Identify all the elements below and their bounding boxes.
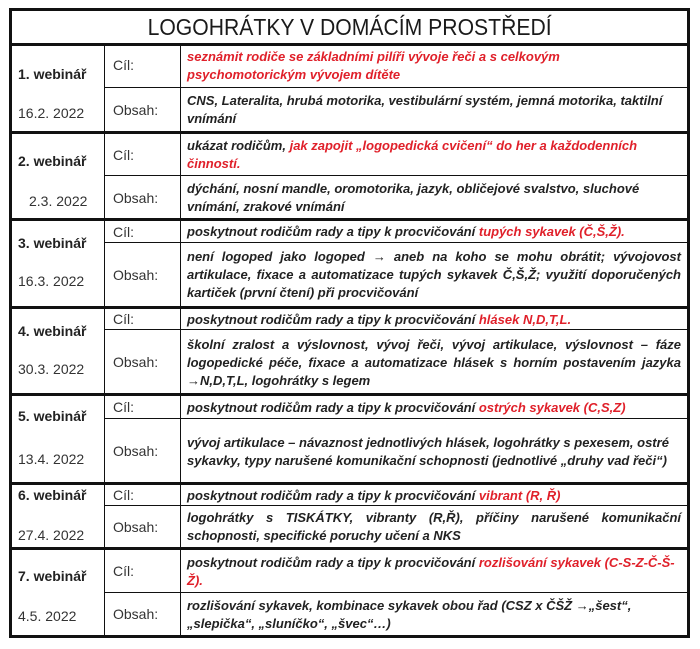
- webinar-date: 30.3. 2022: [18, 361, 85, 377]
- webinar-date: 13.4. 2022: [18, 451, 85, 467]
- webinar-name: 7. webinář: [18, 568, 87, 584]
- webinar-label-cell: [12, 134, 105, 219]
- webinar-date: 16.2. 2022: [18, 105, 85, 121]
- content-row: [105, 329, 687, 394]
- goal-plain-text: ukázat rodičům,: [187, 138, 290, 153]
- webinar-name: 6. webinář: [18, 487, 87, 503]
- content-label: Obsah:: [105, 330, 181, 394]
- webinar-label-cell: [12, 221, 105, 306]
- table-title: [12, 11, 687, 46]
- content-row: [105, 592, 687, 635]
- content-text: [181, 243, 687, 306]
- goal-text: [181, 485, 687, 505]
- webinar-row-1: [12, 43, 687, 131]
- content-text-value: dýchání, nosní mandle, oromotorika, jazyk, obličejové svalstvo, sluchové vnímání, zrakové vnímání: [187, 181, 640, 214]
- webinar-schedule-table: [9, 8, 690, 638]
- goal-highlight-text: ostrých sykavek (C,S,Z): [478, 399, 626, 415]
- content-text-value: školní zralost a výslovnost, vývoj řeči, vývoj artikulace, výslovnost – fáze logopedické péče, fixace a automatizace hlásek s horním postavením jazyka →N,D,T,L, logohrátky s legem: [187, 336, 681, 388]
- goal-label: Cíl:: [105, 485, 181, 505]
- goal-text: [181, 221, 687, 242]
- goal-label: Cíl:: [105, 550, 181, 592]
- webinar-label-cell: [12, 396, 105, 483]
- goal-highlight-text: tupých sykavek (Č,Š,Ž).: [478, 224, 625, 239]
- goal-highlight-text: jak zapojit „logopedická cvičení“ do her a každodenních činností.: [187, 138, 638, 171]
- content-text-value: vývoj artikulace – návaznost jednotlivých hlásek, logohrátky s pexesem, ostré sykavky, typy narušené komunikační schopnosti (jednotlivé „druhy vad řeči“): [187, 434, 669, 468]
- content-label: Obsah:: [105, 419, 181, 483]
- goal-row: [105, 485, 687, 505]
- content-label: Obsah:: [105, 176, 181, 219]
- content-text: [181, 176, 687, 219]
- webinar-row-2: [12, 131, 687, 219]
- content-row: [105, 505, 687, 547]
- goal-text: [181, 396, 687, 418]
- webinar-row-7: [12, 547, 687, 635]
- webinar-date: 2.3. 2022: [29, 193, 88, 209]
- webinar-name: 4. webinář: [18, 323, 87, 339]
- webinar-row-6: [12, 482, 687, 547]
- goal-label: Cíl:: [105, 396, 181, 418]
- webinar-row-4: [12, 306, 687, 394]
- content-row: [105, 418, 687, 483]
- webinar-date: 16.3. 2022: [18, 273, 85, 289]
- goal-row: [105, 396, 687, 418]
- content-label: Obsah:: [105, 506, 181, 547]
- goal-highlight-text: hlásek N,D,T,L.: [478, 311, 572, 327]
- content-label: Obsah:: [105, 593, 181, 635]
- goal-row: [105, 221, 687, 242]
- goal-plain-text: poskytnout rodičům rady a tipy k procvičování: [187, 224, 479, 239]
- content-text: [181, 593, 687, 635]
- webinar-label-cell: [12, 43, 105, 131]
- goal-highlight-text: seznámit rodiče se základními pilíři vývoje řeči a s celkovým psychomotorickým vývojem dítěte: [187, 48, 560, 82]
- goal-label: Cíl:: [105, 221, 181, 242]
- goal-text: [181, 309, 687, 329]
- webinar-date: 27.4. 2022: [18, 527, 85, 543]
- goal-plain-text: poskytnout rodičům rady a tipy k procvičování: [187, 399, 479, 415]
- goal-row: [105, 550, 687, 592]
- goal-row: [105, 43, 687, 87]
- content-text: [181, 88, 687, 131]
- goal-plain-text: poskytnout rodičům rady a tipy k procvičování: [187, 311, 479, 327]
- webinar-date: 4.5. 2022: [18, 608, 77, 624]
- goal-highlight-text: rozlišování sykavek (C-S-Z-Č-Š-Ž).: [187, 554, 675, 588]
- content-text: [181, 419, 687, 483]
- goal-text: [181, 43, 687, 87]
- goal-label: Cíl:: [105, 309, 181, 329]
- webinar-label-cell: [12, 485, 105, 547]
- webinar-label-cell: [12, 550, 105, 635]
- content-row: [105, 175, 687, 219]
- content-text-value: rozlišování sykavek, kombinace sykavek obou řad (CSZ x ČŠŽ →„šest“, „slepička“, „sluníčko“, „švec“…): [187, 597, 632, 631]
- content-row: [105, 242, 687, 306]
- title-text: LOGOHRÁTKY V DOMÁCÍM PROSTŘEDÍ: [147, 13, 552, 40]
- content-text-value: logohrátky s TISKÁTKY, vibranty (R,Ř), příčiny narušené komunikační schopnosti, specifické poruchy učení a NKS: [187, 510, 681, 543]
- webinar-name: 5. webinář: [18, 408, 87, 424]
- content-text: [181, 506, 687, 547]
- goal-plain-text: poskytnout rodičům rady a tipy k procvičování: [187, 554, 479, 570]
- goal-plain-text: poskytnout rodičům rady a tipy k procvičování: [187, 487, 479, 503]
- goal-highlight-text: vibrant (R, Ř): [478, 487, 561, 503]
- webinar-row-5: [12, 393, 687, 483]
- goal-row: [105, 309, 687, 329]
- goal-label: Cíl:: [105, 43, 181, 87]
- content-text: [181, 330, 687, 394]
- content-label: Obsah:: [105, 88, 181, 131]
- content-row: [105, 87, 687, 131]
- webinar-name: 3. webinář: [18, 235, 87, 251]
- content-text-value: není logoped jako logoped → aneb na koho se mohu obrátit; vývojovost artikulace, fixace a automatizace tupých sykavek Č,Š,Ž; využití doporučených kartiček (první čtení) při procvičování: [187, 249, 681, 300]
- content-label: Obsah:: [105, 243, 181, 306]
- webinar-name: 2. webinář: [18, 153, 87, 169]
- webinar-row-3: [12, 218, 687, 306]
- goal-label: Cíl:: [105, 134, 181, 175]
- goal-row: [105, 134, 687, 175]
- goal-text: [181, 134, 687, 175]
- content-text-value: CNS, Lateralita, hrubá motorika, vestibulární systém, jemná motorika, taktilní vnímání: [187, 93, 663, 126]
- goal-text: [181, 550, 687, 592]
- webinar-name: 1. webinář: [18, 66, 87, 82]
- webinar-label-cell: [12, 309, 105, 394]
